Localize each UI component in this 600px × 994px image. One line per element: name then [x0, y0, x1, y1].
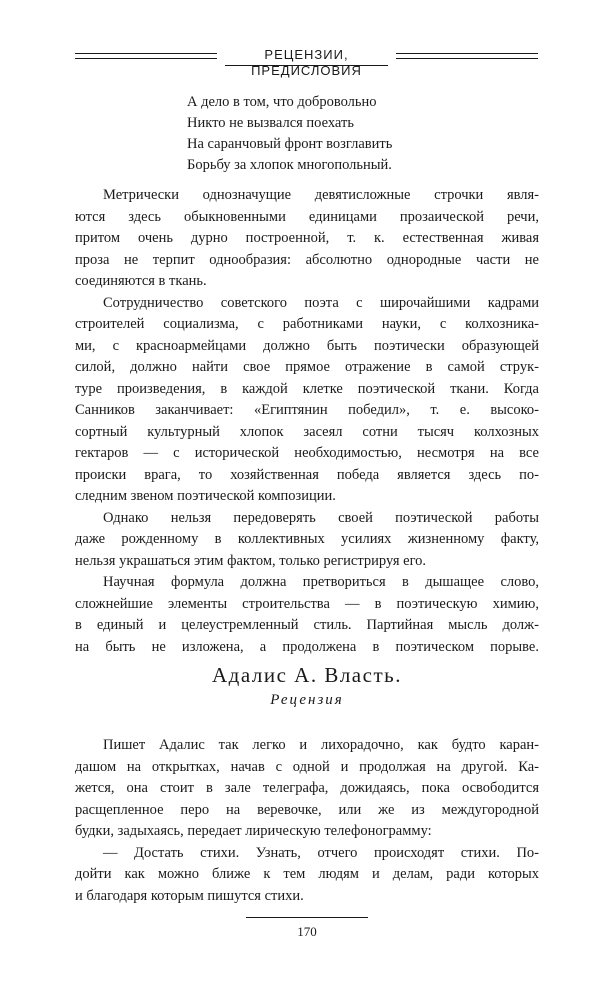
text-line: дашом на открытках, начав с одной и продолжая на другой. Ка- — [75, 758, 539, 775]
text-line: сортный культурный хлопок засеял сотни тысяч колхозных — [75, 423, 539, 440]
text-line: Научная формула должна претвориться в дышащее слово, — [103, 574, 539, 590]
text-line: — Достать стихи. Узнать, отчего происходят стихи. По- — [103, 844, 539, 861]
text-line: жется, она стоит в зале телеграфа, дожидаясь, пока освободится — [75, 780, 539, 796]
text-line: следним звеном поэтической композиции. — [75, 488, 336, 504]
poem-line: На саранчовый фронт возглавить — [187, 136, 393, 152]
footer-rule — [246, 917, 368, 918]
text-line: Метрически однозначущие девятисложные строчки явля- — [103, 187, 539, 203]
text-line: Пишет Адалис так легко и лихорадочно, как будто каран- — [103, 737, 539, 753]
text-line: туре произведения, в каждой клетке поэтической ткани. Когда — [75, 380, 539, 397]
article-title: Адалис А. Власть. — [212, 663, 402, 687]
paragraph — [75, 843, 539, 908]
poem-line: А дело в том, что добровольно — [187, 94, 377, 110]
text-line: расщепленное перо на веревочке, или же из междугородной — [75, 801, 539, 818]
text-line: дойти как можно ближе к тем людям и делам, ради которых — [75, 866, 539, 882]
article-subtitle: Рецензия — [270, 692, 344, 708]
text-line: силой, должно найти свое прямое отражение в самой струк- — [75, 359, 539, 375]
text-line: в единый и целеустремленный стиль. Партийная мысль долж- — [75, 617, 539, 633]
text-line: ются здесь обыкновенными единицами прозаической речи, — [75, 208, 539, 225]
running-header — [75, 44, 538, 78]
paragraph — [75, 735, 539, 843]
text-line: Однако нельзя передоверять своей поэтической работы — [103, 509, 539, 526]
page-number: 170 — [297, 924, 317, 939]
text-line: и благодаря которым пишутся стихи. — [75, 887, 304, 904]
text-line: соединяются в ткань. — [75, 273, 207, 289]
text-line: сложнейшие элементы строительства — в поэтическую химию, — [75, 595, 539, 612]
poem-line: Борьбу за хлопок многопольный. — [187, 157, 392, 173]
text-line: Сотрудничество советского поэта с широчайшими кадрами — [103, 294, 539, 311]
text-line: гектаров — с исторической необходимостью, несмотря на все — [75, 445, 539, 461]
text-line: даже рожденному в коллективных усилиях жизненному факту, — [75, 531, 539, 547]
text-line: проза не терпит однообразия: абсолютно однородные части не — [75, 251, 539, 268]
text-line: Санников заканчивает: «Египтянин победил», т. е. высоко- — [75, 402, 539, 418]
text-line: строителей социализма, с работниками науки, с колхозника- — [75, 316, 539, 332]
text-line: притом очень дурно построенной, т. к. естественная живая — [75, 230, 539, 246]
header-rule-left — [75, 53, 217, 59]
article-body-text — [75, 735, 539, 907]
text-line: нельзя украшаться этим фактом, только регистрируя его. — [75, 552, 427, 569]
text-line: на быть не изложена, а продолжена в поэтическом порыве. — [75, 638, 539, 655]
poem-quote — [187, 92, 392, 176]
text-line: ми, с красноармейцами должно быть поэтически образующей — [75, 337, 539, 354]
paragraph — [75, 293, 539, 508]
body-text — [75, 185, 539, 658]
paragraph — [75, 185, 539, 293]
text-line: происки врага, то хозяйственная победа является здесь по- — [75, 466, 539, 483]
header-title-underline — [225, 65, 388, 66]
paragraph — [75, 572, 539, 658]
poem-line: Никто не вызвался поехать — [187, 115, 354, 131]
paragraph — [75, 508, 539, 573]
header-rule-right — [396, 53, 538, 59]
running-header-title: РЕЦЕНЗИИ, ПРЕДИСЛОВИЯ — [251, 47, 362, 78]
text-line: будки, задыхаясь, передает лирическую телефонограмму: — [75, 823, 432, 839]
